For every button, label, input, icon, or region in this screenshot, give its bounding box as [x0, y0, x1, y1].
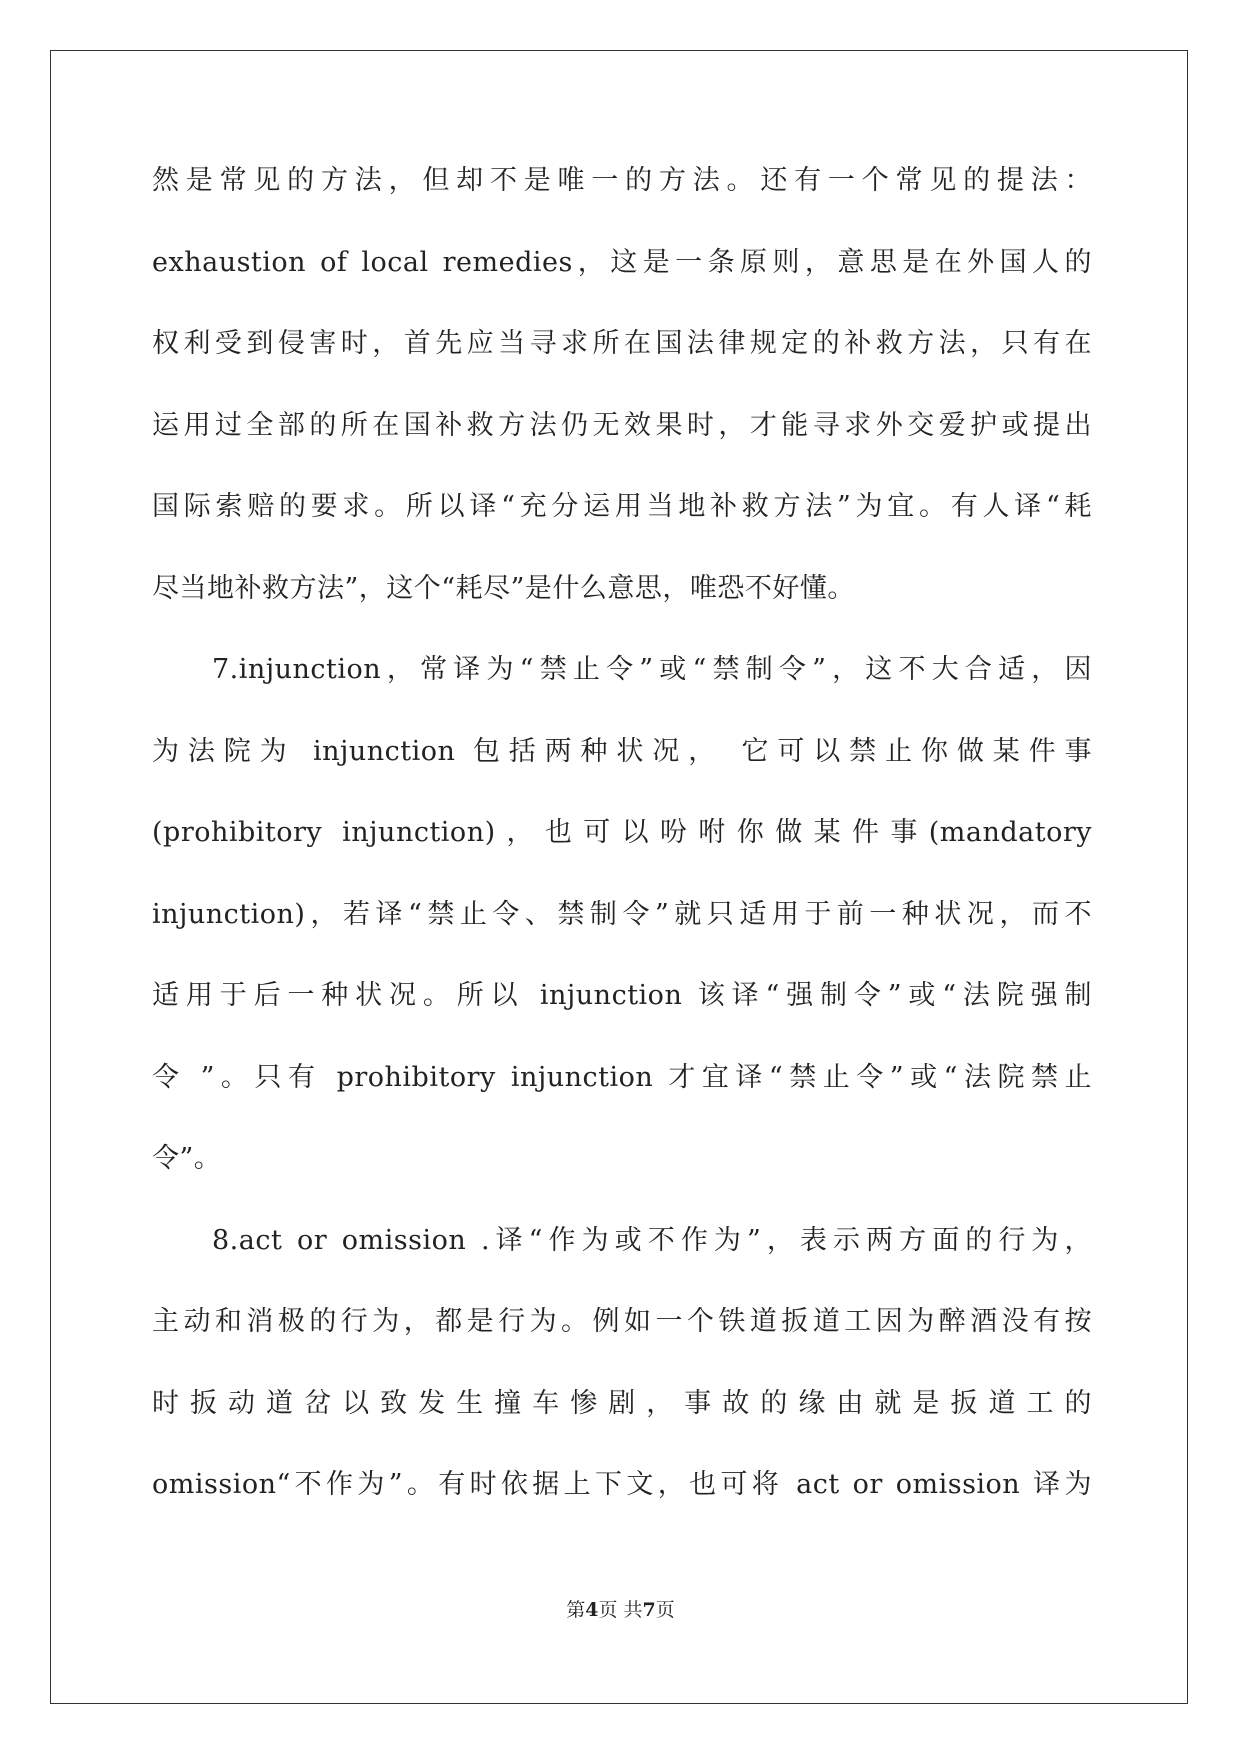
text-line: (prohibitory injunction)，也可以吩咐你做某件事(mandatory	[152, 817, 1092, 848]
text-line: 国际索赔的要求。所以译“充分运用当地补救方法”为宜。有人译“耗	[152, 491, 1092, 522]
text-line: injunction)，若译“禁止令、禁制令”就只适用于前一种状况，而不	[152, 898, 1092, 930]
page-footer	[0, 1595, 1241, 1622]
footer-prefix: 第	[566, 1599, 586, 1621]
text-line: 为法院为 injunction 包括两种状况， 它可以禁止你做某件事	[152, 735, 1092, 767]
text-line: 运用过全部的所在国补救方法仍无效果时，才能寻求外交爱护或提出	[152, 409, 1092, 441]
text-line: 7.injunction，常译为“禁止令”或“禁制令”，这不大合适，因	[212, 654, 1092, 685]
text-line: omission“不作为”。有时依据上下文，也可将 act or omission 译为	[152, 1469, 1092, 1500]
current-page-number: 4	[585, 1599, 599, 1621]
text-line: 主动和消极的行为，都是行为。例如一个铁道扳道工因为醉酒没有按	[152, 1306, 1092, 1337]
text-line: 时扳动道岔以致发生撞车惨剧，事故的缘由就是扳道工的	[152, 1387, 1092, 1419]
text-line: 然是常见的方法，但却不是唯一的方法。还有一个常见的提法：	[152, 165, 1092, 196]
text-line: 适用于后一种状况。所以 injunction 该译“强制令”或“法院强制	[152, 980, 1092, 1011]
text-line: exhaustion of local remedies，这是一条原则，意思是在外国人的	[152, 246, 1092, 278]
text-line: 令 ”。只有 prohibitory injunction 才宜译“禁止令”或“法院禁止	[152, 1061, 1092, 1093]
footer-suffix: 页	[655, 1599, 675, 1621]
text-line: 令”。	[152, 1143, 222, 1174]
text-line: 尽当地补救方法”，这个“耗尽”是什么意思，唯恐不好懂。	[152, 572, 855, 604]
footer-mid: 页 共	[598, 1599, 643, 1621]
total-page-number: 7	[642, 1599, 656, 1621]
document-body	[152, 158, 1092, 1544]
text-line: 8.act or omission .译“作为或不作为”，表示两方面的行为，	[212, 1224, 1092, 1256]
text-line: 权利受到侵害时，首先应当寻求所在国法律规定的补救方法，只有在	[152, 328, 1092, 359]
